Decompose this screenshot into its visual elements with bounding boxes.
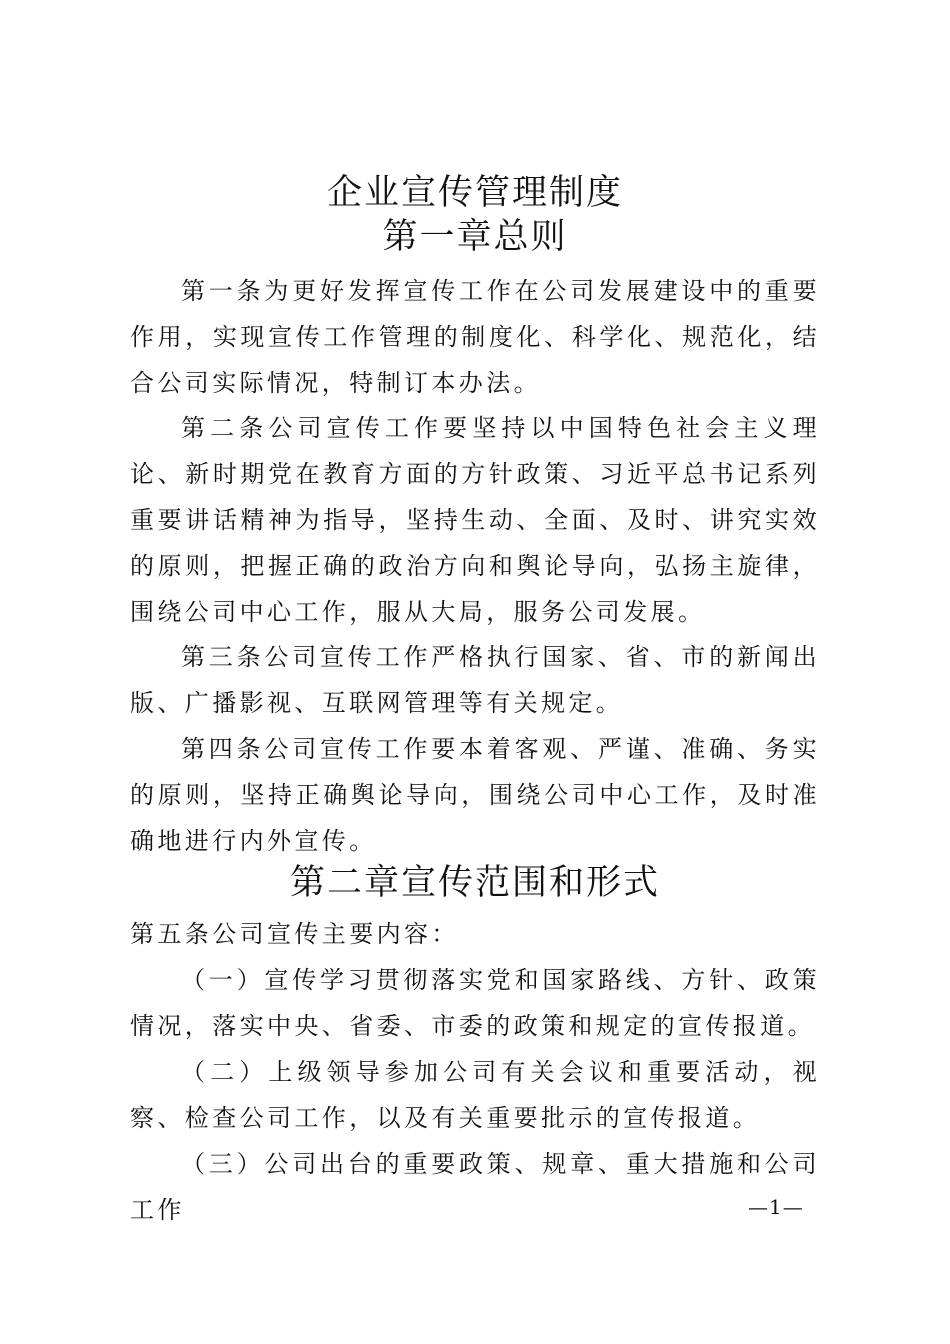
article-4: 第四条公司宣传工作要本着客观、严谨、准确、务实的原则，坚持正确舆论导向，围绕公司中心工作，及时准确地进行内外宣传。 (130, 735, 820, 855)
list-item-3: （三）公司出台的重要政策、规章、重大措施和公司工作 (130, 1150, 820, 1224)
chapter-1-title: 第一章总则 (382, 217, 568, 257)
list-item-2: （二）上级领导参加公司有关会议和重要活动，视察、检查公司工作，以及有关重要批示的宣传报道。 (130, 1058, 820, 1132)
page-number: —1— (748, 1195, 804, 1219)
article-5: 第五条公司宣传主要内容： (130, 920, 459, 948)
list-item-1: （一）宣传学习贯彻落实党和国家路线、方针、政策情况，落实中央、省委、市委的政策和规定的宣传报道。 (130, 966, 820, 1040)
article-1: 第一条为更好发挥宣传工作在公司发展建设中的重要作用，实现宣传工作管理的制度化、科学化、规范化，结合公司实际情况，特制订本办法。 (130, 277, 820, 397)
article-3: 第三条公司宣传工作严格执行国家、省、市的新闻出版、广播影视、互联网管理等有关规定。 (130, 643, 820, 717)
document-title: 企业宣传管理制度 (326, 173, 623, 213)
article-2: 第二条公司宣传工作要坚持以中国特色社会主义理论、新时期党在教育方面的方针政策、习近平总书记系列重要讲话精神为指导，坚持生动、全面、及时、讲究实效的原则，把握正确的政治方向和舆论导向，弘扬主旋律，围绕公司中心工作，服从大局，服务公司发展。 (130, 414, 820, 626)
chapter-2-title: 第二章宣传范围和形式 (289, 863, 660, 903)
